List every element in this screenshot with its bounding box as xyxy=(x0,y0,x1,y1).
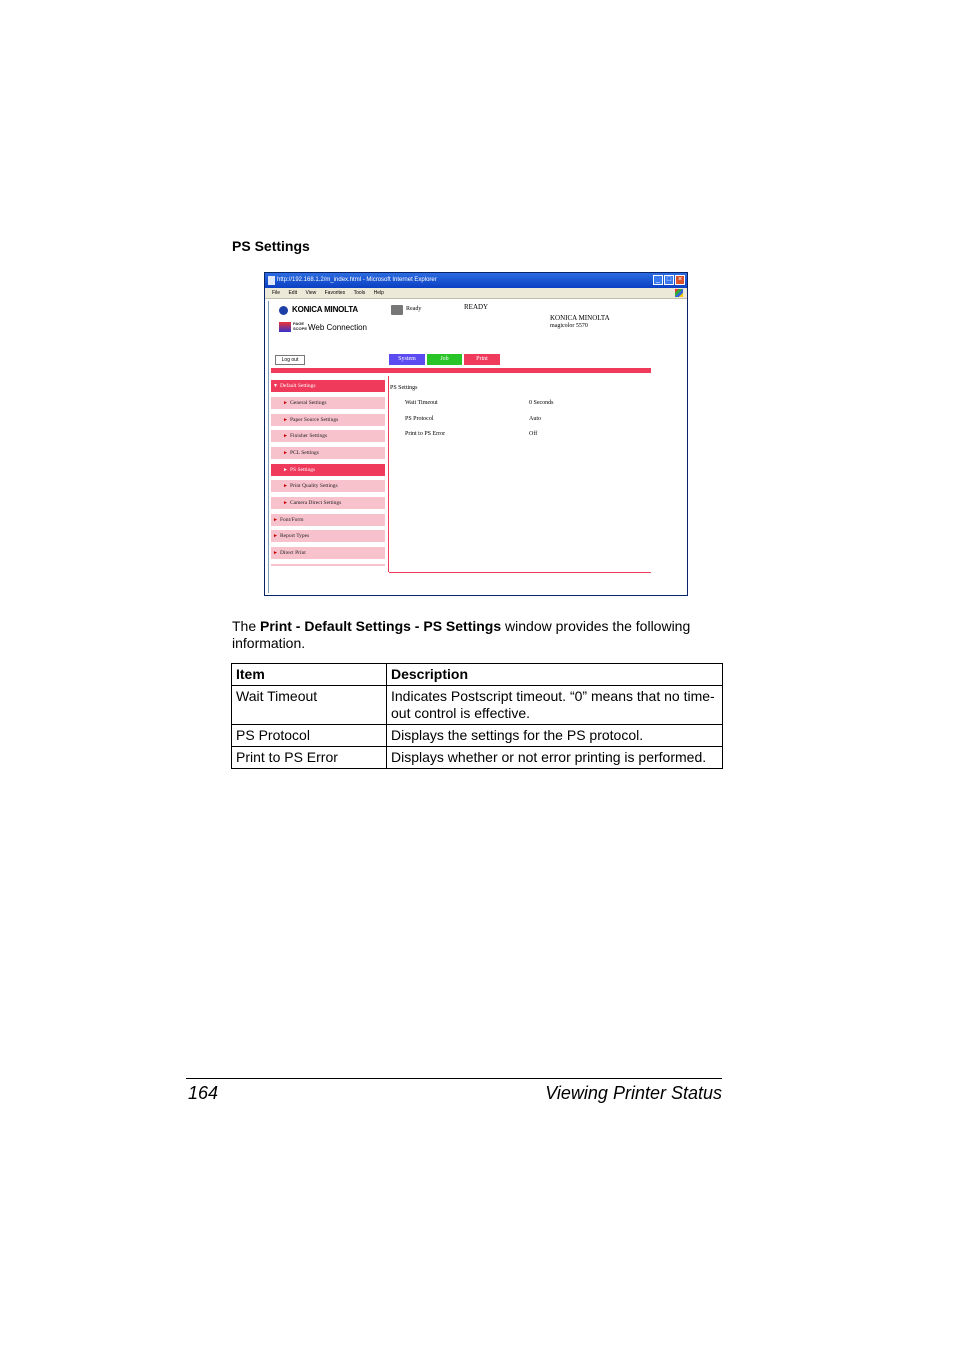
table-cell: Displays the settings for the PS protocol. xyxy=(387,725,723,747)
tab-system[interactable]: System xyxy=(389,354,425,365)
ie-icon xyxy=(268,276,275,285)
logo-text: KONICA MINOLTA xyxy=(292,305,358,314)
table-cell: PS Protocol xyxy=(232,725,387,747)
page-number: 164 xyxy=(188,1083,219,1103)
triangle-right-icon: ► xyxy=(283,401,288,406)
menu-favorites[interactable]: Favorites xyxy=(324,290,346,296)
status-big: READY xyxy=(464,303,489,311)
sidebar-item-ps-settings[interactable]: ► PS Settings xyxy=(271,464,385,476)
sidebar-item-pcl-settings[interactable]: ► PCL Settings xyxy=(271,447,385,459)
sidebar-item-print-quality-settings[interactable]: ► Print Quality Settings xyxy=(271,480,385,492)
printer-status-icon xyxy=(391,305,403,315)
setting-label: Wait Timeout xyxy=(405,400,438,406)
setting-value: Auto xyxy=(529,416,541,422)
status-small: Ready xyxy=(406,306,422,312)
table-cell: Wait Timeout xyxy=(232,686,387,725)
triangle-right-icon: ► xyxy=(283,434,288,439)
sidebar-item-report-types[interactable]: ► Report Types xyxy=(271,530,385,542)
sidebar-item-direct-print[interactable]: ► Direct Print xyxy=(271,547,385,559)
windows-logo-icon xyxy=(675,289,683,297)
table-cell: Print to PS Error xyxy=(232,747,387,769)
tab-print[interactable]: Print xyxy=(464,354,500,365)
web-connection-label: Web Connection xyxy=(308,323,367,332)
menu-edit[interactable]: Edit xyxy=(288,290,298,296)
triangle-right-icon: ► xyxy=(283,451,288,456)
intro-bold: Print - Default Settings - PS Settings xyxy=(260,618,502,634)
content-bottom-rule xyxy=(389,572,651,573)
sidebar-item-camera-direct-settings[interactable]: ► Camera Direct Settings xyxy=(271,497,385,509)
close-icon[interactable]: × xyxy=(675,275,685,285)
table-header-row xyxy=(232,664,723,686)
table-cell: Indicates Postscript timeout. “0” means that no time-out control is effective. xyxy=(387,686,723,725)
maximize-icon[interactable]: □ xyxy=(664,275,674,285)
chapter-title: Viewing Printer Status xyxy=(545,1083,722,1103)
pagescope-logo-icon xyxy=(279,322,291,332)
setting-value: Off xyxy=(529,431,538,437)
window-titlebar xyxy=(265,273,687,288)
setting-label: Print to PS Error xyxy=(405,431,446,437)
sidebar-item-font-form[interactable]: ► Font/Form xyxy=(271,514,385,526)
sidebar-item-general-settings[interactable]: ► General Settings xyxy=(271,397,385,409)
triangle-right-icon: ► xyxy=(273,534,278,539)
content-divider xyxy=(388,376,389,572)
tab-underline xyxy=(271,368,651,373)
menu-bar xyxy=(265,288,687,299)
table-row xyxy=(232,725,723,747)
triangle-right-icon: ► xyxy=(283,501,288,506)
minimize-icon[interactable]: _ xyxy=(653,275,663,285)
menu-help[interactable]: Help xyxy=(373,290,384,296)
sidebar-item-paper-source-settings[interactable]: ► Paper Source Settings xyxy=(271,414,385,426)
window-title: http://192.168.1.2/m_index.html - Microsoft Internet Explorer xyxy=(277,277,437,283)
info-table xyxy=(231,663,723,769)
browser-window-screenshot xyxy=(264,272,688,596)
setting-label: PS Protocol xyxy=(405,416,434,422)
sidebar-item-finisher-settings[interactable]: ► Finisher Settings xyxy=(271,430,385,442)
triangle-down-icon: ▼ xyxy=(273,384,278,389)
model-name: magicolor 5570 xyxy=(550,323,588,329)
konica-minolta-logo-icon xyxy=(279,306,288,315)
sidebar-item-default-settings[interactable]: ▼ Default Settings xyxy=(271,380,385,392)
pagescope-text: PAGE SCOPE xyxy=(293,321,308,331)
triangle-right-icon: ► xyxy=(273,518,278,523)
intro-paragraph: The Print - Default Settings - PS Settings window provides the following information. xyxy=(232,618,691,651)
footer-rule xyxy=(186,1078,722,1079)
triangle-right-icon: ► xyxy=(283,468,288,473)
tab-job[interactable]: Job xyxy=(427,354,462,365)
menu-view[interactable]: View xyxy=(305,290,317,296)
sidebar-bottom-bar xyxy=(271,564,385,566)
menu-tools[interactable]: Tools xyxy=(353,290,366,296)
content-title: PS Settings xyxy=(390,385,418,391)
table-row xyxy=(232,747,723,769)
frame-edge xyxy=(268,301,269,593)
section-title: PS Settings xyxy=(232,238,310,254)
setting-value: 0 Seconds xyxy=(529,400,554,406)
triangle-right-icon: ► xyxy=(273,551,278,556)
table-header: Item xyxy=(232,664,387,686)
table-header: Description xyxy=(387,664,723,686)
brand-name: KONICA MINOLTA xyxy=(550,314,610,322)
menu-file[interactable]: File xyxy=(272,290,281,296)
triangle-right-icon: ► xyxy=(283,418,288,423)
table-cell: Displays whether or not error printing is performed. xyxy=(387,747,723,769)
logout-button[interactable]: Log out xyxy=(275,355,305,365)
triangle-right-icon: ► xyxy=(283,484,288,489)
table-row xyxy=(232,686,723,725)
